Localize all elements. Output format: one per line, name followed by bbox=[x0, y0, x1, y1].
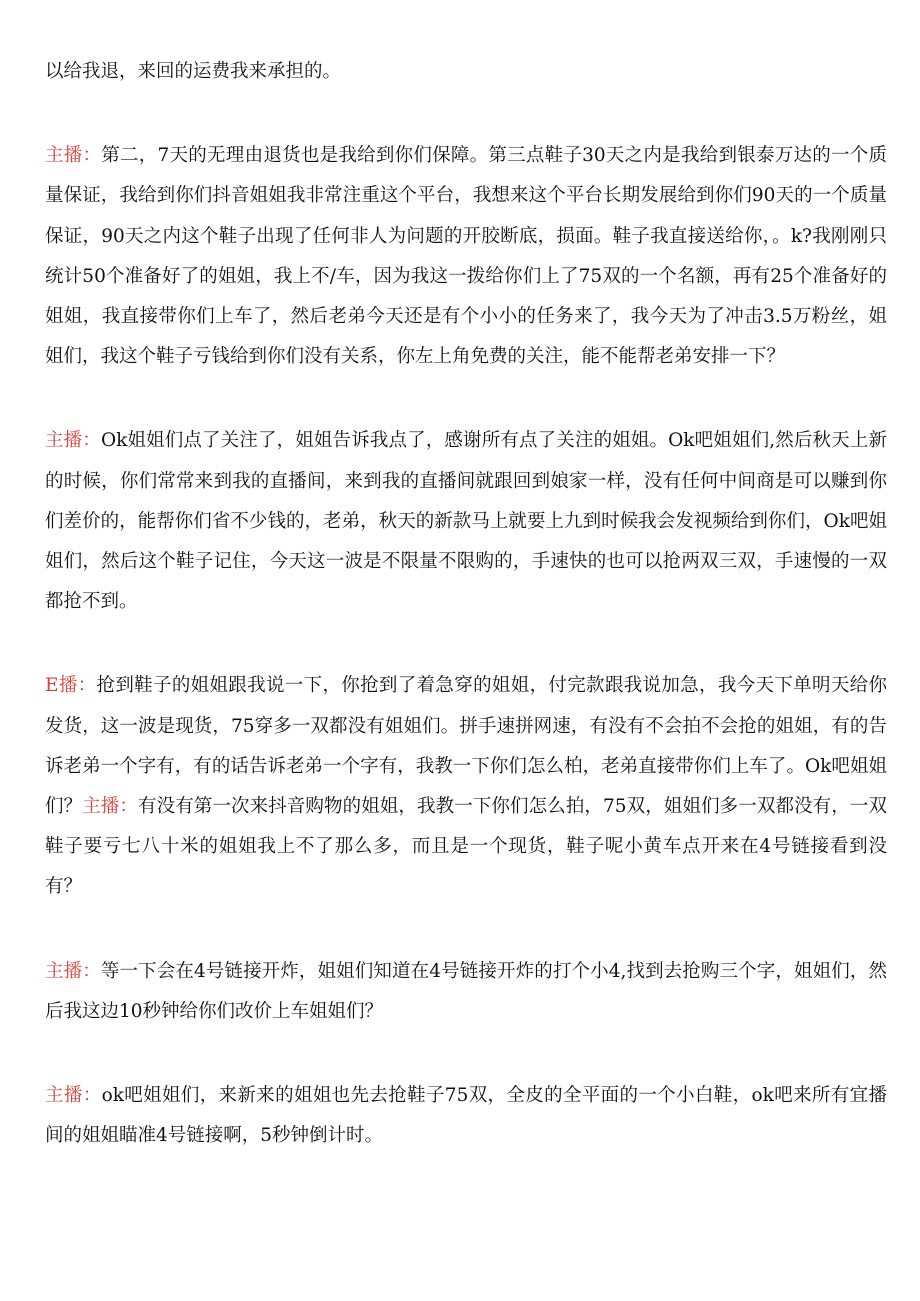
paragraph-6 bbox=[45, 1076, 887, 1156]
speaker-label: E播： bbox=[45, 675, 97, 697]
document-page bbox=[45, 52, 887, 1200]
paragraph-1 bbox=[45, 52, 887, 92]
paragraph-text: 抢到鞋子的姐姐跟我说一下，你抢到了着急穿的姐姐，付完款跟我说加急，我今天下单明天给你发货，这一波是现货，75穿多一双都没有姐姐们。拼手速拼网速，有没有不会拍不会抢的姐姐，有的告诉老弟一个字有，有的话告诉老弟一个字有，我教一下你们怎么柏，老弟直接带你们上车了。Ok吧姐姐们？ bbox=[45, 675, 887, 818]
paragraph-text: 以给我退，来回的运费我来承担的。 bbox=[45, 61, 342, 82]
paragraph-4 bbox=[45, 666, 887, 907]
speaker-label: 主播： bbox=[82, 796, 139, 818]
paragraph-3 bbox=[45, 421, 887, 622]
paragraph-text: 第二，7天的无理由退货也是我给到你们保障。第三点鞋子30天之内是我给到银泰万达的一个质量保证，我给到你们抖音姐姐我非常注重这个平台，我想来这个平台长期发展给到你们90天的一个质量保证，90天之内这个鞋子出现了任何非人为问题的开胶断底，损面。鞋子我直接送给你，。k?我刚刚只统计50个准备好了的姐姐，我上不/车，因为我这一拨给你们上了75双的一个名额，再有25个准备好的姐姐，我直接带你们上车了，然后老弟今天还是有个小小的任务来了，我今天为了冲击3.5万粉丝，姐姐们，我这个鞋子亏钱给到你们没有关系，你左上角免费的关注，能不能帮老弟安排一下？ bbox=[45, 145, 887, 368]
paragraph-2 bbox=[45, 136, 887, 377]
paragraph-text: 等一下会在4号链接开炸，姐姐们知道在4号链接开炸的打个小4,找到去抢购三个字，姐姐们，然后我这边10秒钟给你们改价上车姐姐们？ bbox=[45, 960, 887, 1022]
paragraph-text: Ok姐姐们点了关注了，姐姐告诉我点了，感谢所有点了关注的姐姐。Ok吧姐姐们,然后秋天上新的时候，你们常常来到我的直播间，来到我的直播间就跟回到娘家一样，没有任何中间商是可以赚到你们差价的，能帮你们省不少钱的，老弟，秋天的新款马上就要上九到时候我会发视频给到你们，Ok吧姐姐们，然后这个鞋子记住，今天这一波是不限量不限购的，手速快的也可以抢两双三双，手速慢的一双都抢不到。 bbox=[45, 430, 887, 613]
speaker-label: 主播： bbox=[45, 430, 101, 452]
speaker-label: 主播： bbox=[45, 1085, 102, 1107]
paragraph-5 bbox=[45, 952, 887, 1032]
speaker-label: 主播： bbox=[45, 960, 101, 982]
speaker-label: 主播： bbox=[45, 145, 102, 167]
paragraph-text: 有没有第一次来抖音购物的姐姐，我教一下你们怎么拍，75双，姐姐们多一双都没有，一双鞋子要亏七八十米的姐姐我上不了那么多，而且是一个现货，鞋子呢小黄车点开来在4号链接看到没有？ bbox=[45, 796, 887, 898]
paragraph-text: ok吧姐姐们，来新来的姐姐也先去抢鞋子75双，全皮的全平面的一个小白鞋，ok吧来所有宜播间的姐姐瞄准4号链接啊，5秒钟倒计时。 bbox=[45, 1085, 887, 1147]
